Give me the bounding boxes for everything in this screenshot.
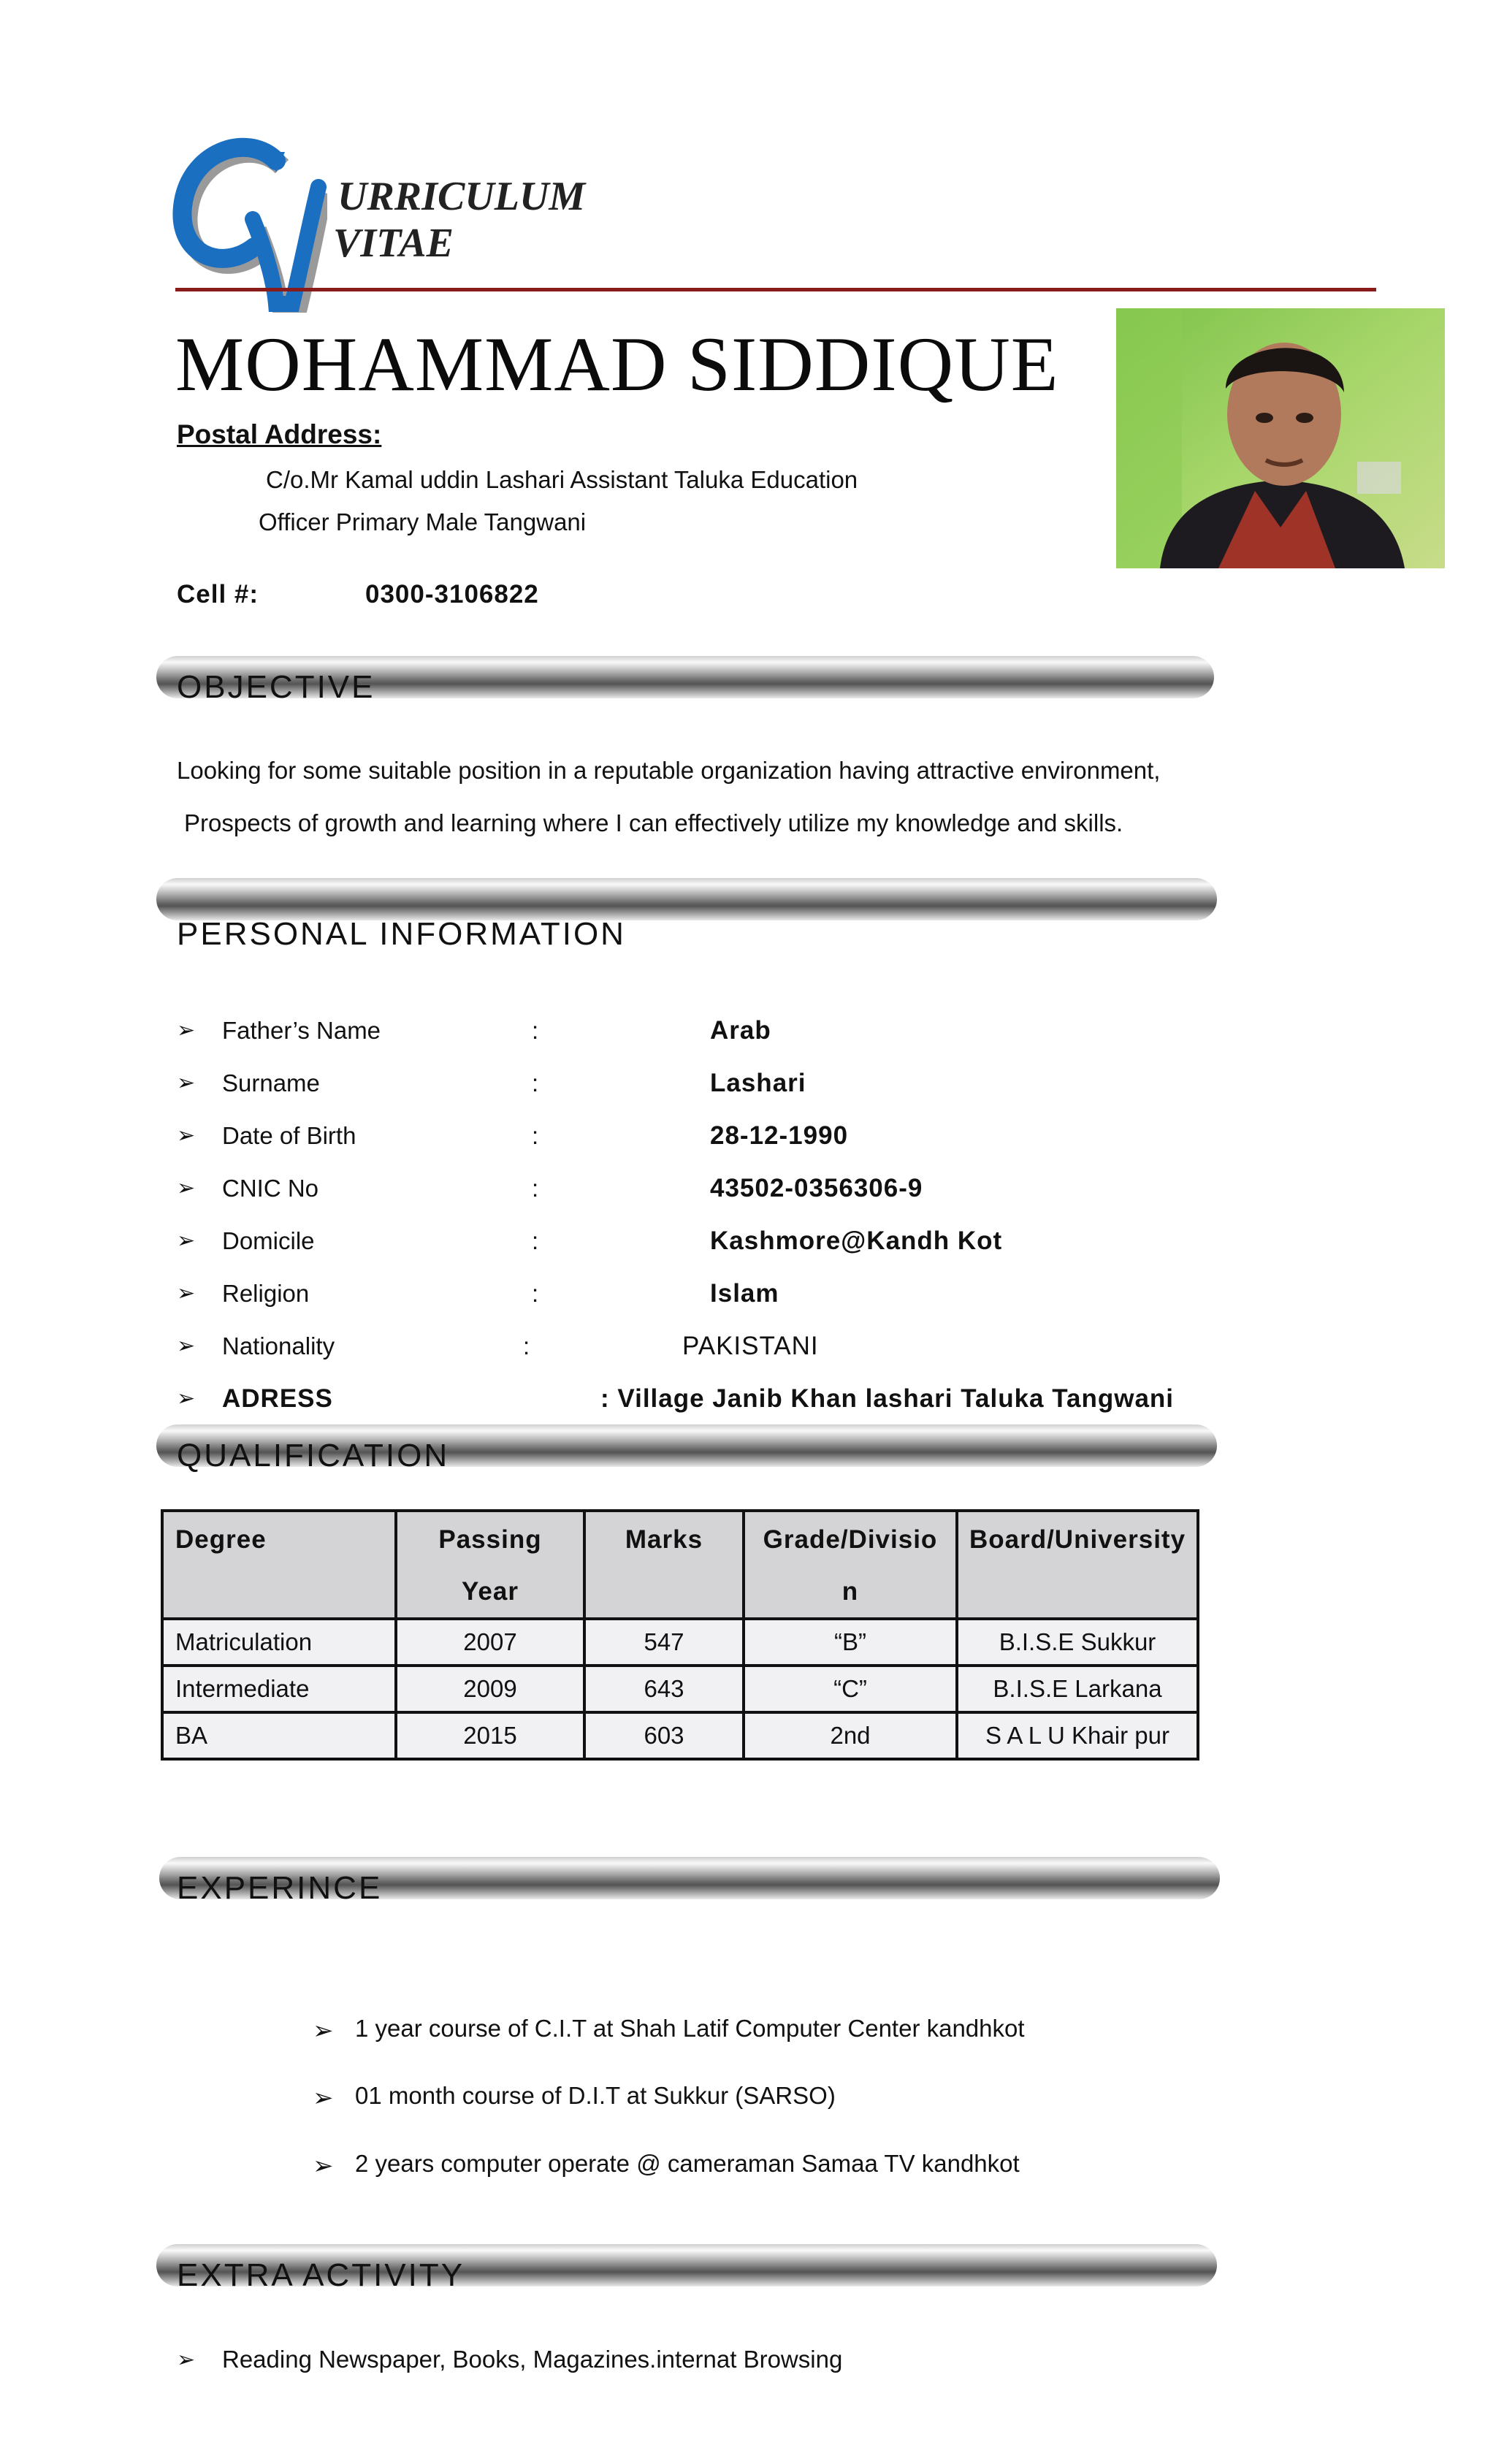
pi-value: 43502-0356306-9 <box>710 1174 923 1202</box>
qualification-table <box>161 1509 1199 1761</box>
pi-colon: : <box>532 1069 539 1096</box>
cell-year: 2015 <box>396 1712 584 1759</box>
postal-address-label: Postal Address: <box>177 419 382 449</box>
cell-degree: Intermediate <box>162 1666 396 1712</box>
col-header-marks: Marks <box>584 1511 744 1619</box>
pi-colon: : <box>532 1280 539 1307</box>
pi-label: CNIC No <box>222 1175 319 1202</box>
pi-value: Lashari <box>710 1069 806 1097</box>
cv-logo-icon <box>167 137 327 313</box>
profile-photo <box>1116 308 1445 568</box>
cell-grade: 2nd <box>744 1712 957 1759</box>
extra-activity-item: Reading Newspaper, Books, Magazines.internat Browsing <box>222 2346 843 2373</box>
cell-year: 2009 <box>396 1666 584 1712</box>
cell-year: 2007 <box>396 1619 584 1666</box>
cell-marks: 603 <box>584 1712 744 1759</box>
bullet-arrow-icon: ➢ <box>313 2084 334 2112</box>
personal-info-title: PERSONAL INFORMATION <box>177 916 626 952</box>
pi-value: : Village Janib Khan lashari Taluka Tangwani <box>600 1384 1175 1413</box>
bullet-arrow-icon: ➢ <box>177 1176 196 1200</box>
cell-marks: 643 <box>584 1666 744 1712</box>
bullet-arrow-icon: ➢ <box>177 1281 196 1305</box>
pi-colon: : <box>532 1227 539 1254</box>
address-line-1: C/o.Mr Kamal uddin Lashari Assistant Taluka Education <box>266 466 858 493</box>
pi-value: PAKISTANI <box>682 1332 819 1360</box>
cell-value: 0300-3106822 <box>365 580 539 609</box>
objective-title: OBJECTIVE <box>177 669 375 705</box>
bullet-arrow-icon: ➢ <box>177 1387 196 1411</box>
address-line-2: Officer Primary Male Tangwani <box>259 508 587 535</box>
bullet-arrow-icon: ➢ <box>313 2152 334 2180</box>
logo-text-curriculum: URRICULUM <box>337 174 586 219</box>
pi-colon: : <box>532 1017 539 1044</box>
pi-value: Arab <box>710 1016 771 1045</box>
table-row <box>162 1712 1198 1759</box>
objective-line-1: Looking for some suitable position in a reputable organization having attractive environment, <box>177 757 1161 784</box>
cell-marks: 547 <box>584 1619 744 1666</box>
objective-line-2: Prospects of growth and learning where I can effectively utilize my knowledge and skills. <box>184 809 1123 836</box>
extra-activity-title: EXTRA ACTIVITY <box>177 2257 465 2293</box>
personal-section-bar <box>156 878 1217 920</box>
pi-label: Domicile <box>222 1227 315 1254</box>
experience-item: 2 years computer operate @ cameraman Samaa TV kandhkot <box>355 2150 1020 2177</box>
pi-colon: : <box>532 1175 539 1202</box>
experience-item: 1 year course of C.I.T at Shah Latif Computer Center kandhkot <box>355 2015 1025 2042</box>
cell-label: Cell #: <box>177 580 259 609</box>
col-header-degree: Degree <box>162 1511 396 1619</box>
qualification-title: QUALIFICATION <box>177 1438 450 1473</box>
cell-board: S A L U Khair pur <box>957 1712 1198 1759</box>
col-header-passing-year: Passing Year <box>396 1511 584 1619</box>
candidate-name: MOHAMMAD SIDDIQUE <box>175 321 1059 407</box>
bullet-arrow-icon: ➢ <box>177 1124 196 1148</box>
bullet-arrow-icon: ➢ <box>177 1018 196 1042</box>
bullet-arrow-icon: ➢ <box>313 2017 334 2045</box>
bullet-arrow-icon: ➢ <box>177 1071 196 1095</box>
cell-board: B.I.S.E Larkana <box>957 1666 1198 1712</box>
pi-label: Surname <box>222 1069 320 1096</box>
pi-label: Nationality <box>222 1332 335 1359</box>
bullet-arrow-icon: ➢ <box>177 2348 196 2372</box>
col-header-grade: Grade/Divisio n <box>744 1511 957 1619</box>
experience-title: EXPERINCE <box>177 1870 383 1906</box>
bullet-arrow-icon: ➢ <box>177 1229 196 1253</box>
logo-text-vitae: VITAE <box>333 221 454 266</box>
table-header-row <box>162 1511 1198 1619</box>
cell-grade: “B” <box>744 1619 957 1666</box>
pi-value: Islam <box>710 1279 779 1308</box>
pi-colon: : <box>532 1122 539 1149</box>
bullet-arrow-icon: ➢ <box>177 1334 196 1358</box>
cell-grade: “C” <box>744 1666 957 1712</box>
table-row <box>162 1666 1198 1712</box>
cell-degree: Matriculation <box>162 1619 396 1666</box>
pi-value: Kashmore@Kandh Kot <box>710 1227 1003 1255</box>
col-header-board: Board/University <box>957 1511 1198 1619</box>
pi-value: 28-12-1990 <box>710 1121 849 1150</box>
header-divider <box>175 288 1376 291</box>
pi-label: Date of Birth <box>222 1122 356 1149</box>
pi-label: Religion <box>222 1280 310 1307</box>
experience-item: 01 month course of D.I.T at Sukkur (SARSO) <box>355 2082 836 2109</box>
pi-colon: : <box>523 1332 530 1359</box>
cell-degree: BA <box>162 1712 396 1759</box>
cell-board: B.I.S.E Sukkur <box>957 1619 1198 1666</box>
pi-label: Father’s Name <box>222 1017 381 1044</box>
table-row <box>162 1619 1198 1666</box>
pi-label: ADRESS <box>222 1384 333 1413</box>
